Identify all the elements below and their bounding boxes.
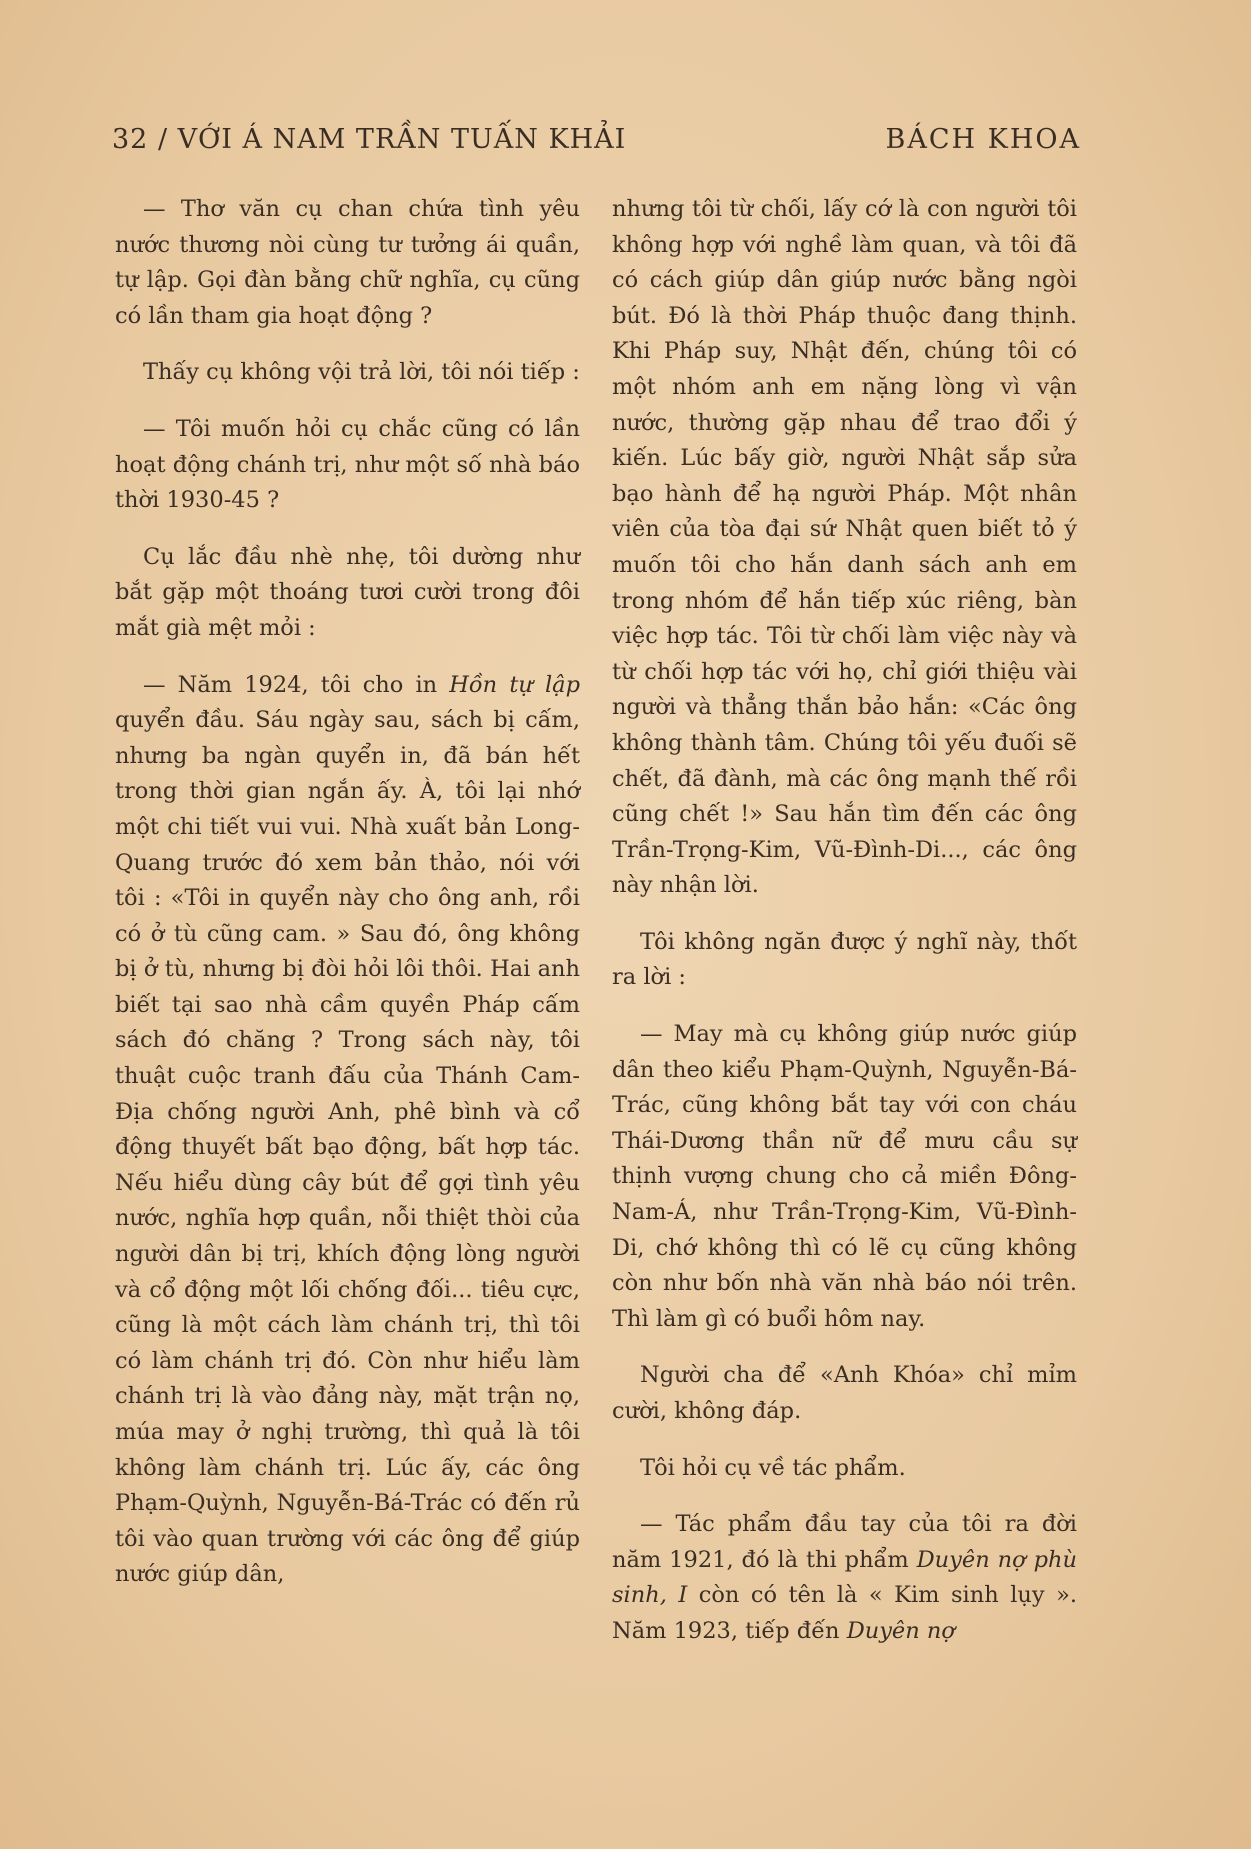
paragraph: Người cha để «Anh Khóa» chỉ mỉm cười, không đáp. (612, 1362, 1077, 1424)
left-column (115, 192, 580, 1614)
paragraph: — May mà cụ không giúp nước giúp dân theo kiểu Phạm-Quỳnh, Nguyễn-Bá-Trác, cũng không bắt tay với con cháu Thái-Dương thần nữ để mưu cầu sự thịnh vượng chung cho cả miền Đông-Nam-Á, như Trần-Trọng-Kim, Vũ-Đình-Di, chớ không thì có lẽ cụ cũng không còn như bốn nhà văn nhà báo nói trên. Thì làm gì có buổi hôm nay. (612, 1021, 1077, 1332)
magazine-name: BÁCH KHOA (885, 124, 1081, 155)
paragraph: nhưng tôi từ chối, lấy cớ là con người tôi không hợp với nghề làm quan, và tôi đã có cách giúp dân giúp nước bằng ngòi bút. Đó là thời Pháp thuộc đang thịnh. Khi Pháp suy, Nhật đến, chúng tôi có một nhóm anh em nặng lòng vì vận nước, thường gặp nhau để trao đổi ý kiến. Lúc bấy giờ, người Nhật sắp sửa bạo hành để hạ người Pháp. Một nhân viên của tòa đại sứ Nhật quen biết tỏ ý muốn tôi cho hắn danh sách anh em trong nhóm để hắn tiếp xúc riêng, bàn việc hợp tác. Tôi từ chối làm việc này và từ chối hợp tác với họ, chỉ giới thiệu vài người và thẳng thắn bảo hắn: «Các ông không thành tâm. Chúng tôi yếu đuối sẽ chết, đã đành, mà các ông mạnh thế rồi cũng chết !» Sau hắn tìm đến các ông Trần-Trọng-Kim, Vũ-Đình-Di..., các ông này nhận lời. (612, 196, 1077, 899)
text-run: — Tác phẩm đầu tay của tôi ra đời năm 1921, đó là thi phẩm (612, 1511, 1077, 1573)
paragraph (115, 668, 580, 1593)
paragraph: Cụ lắc đầu nhè nhẹ, tôi dường như bắt gặp một thoáng tươi cười trong đôi mắt già mệt mỏi : (115, 543, 580, 641)
book-title: Duyên nợ (846, 1617, 955, 1644)
book-title: Duyên nợ phù sinh, I (612, 1546, 1078, 1609)
running-title: 32 / VỚI Á NAM TRẦN TUẤN KHẢI (112, 124, 627, 155)
text-run: còn có tên là « Kim sinh lụy ». Năm 1923, tiếp đến (612, 1582, 1077, 1644)
right-column (612, 192, 1077, 1671)
book-title: Hồn tự lập (449, 671, 580, 698)
paragraph: Tôi hỏi cụ về tác phẩm. (640, 1454, 906, 1481)
page-header (112, 124, 1081, 164)
paragraph: — Tôi muốn hỏi cụ chắc cũng có lần hoạt động chánh trị, như một số nhà báo thời 1930-45 ? (115, 415, 580, 514)
paragraph: Tôi không ngăn được ý nghĩ này, thốt ra lời : (612, 928, 1077, 991)
paragraph (612, 1507, 1077, 1649)
paragraph: Thấy cụ không vội trả lời, tôi nói tiếp : (143, 359, 580, 386)
paragraph: — Thơ văn cụ chan chứa tình yêu nước thương nòi cùng tư tưởng ái quần, tự lập. Gọi đàn bằng chữ nghĩa, cụ cũng có lần tham gia hoạt động ? (115, 196, 580, 329)
text-run: quyển đầu. Sáu ngày sau, sách bị cấm, nhưng ba ngàn quyển in, đã bán hết trong thời gian ngắn ấy. À, tôi lại nhớ một chi tiết vui vui. Nhà xuất bản Long-Quang trước đó xem bản thảo, nói với tôi : «Tôi in quyển này cho ông anh, rồi có ở tù cũng cam. » Sau đó, ông không bị ở tù, nhưng bị đòi hỏi lôi thôi. Hai anh biết tại sao nhà cầm quyền Pháp cấm sách đó chăng ? Trong sách này, tôi thuật cuộc tranh đấu của Thánh Cam-Địa chống người Anh, phê bình và cổ động thuyết bất bạo động, bất hợp tác. Nếu hiểu dùng cây bút để gợi tình yêu nước, nghĩa hợp quần, nỗi thiệt thòi của người dân bị trị, khích động lòng người và cổ động một lối chống đối... tiêu cực, cũng là một cách làm chánh trị, thì tôi có làm chánh trị đó. Còn như hiểu làm chánh trị là vào đảng này, mặt trận nọ, múa may ở nghị trường, thì quả là tôi không làm chánh trị. Lúc ấy, các ông Phạm-Quỳnh, Nguyễn-Bá-Trác có đến rủ tôi vào quan trường với các ông để giúp nước giúp dân, (115, 707, 580, 1588)
text-run: — Năm 1924, tôi cho in (143, 671, 450, 698)
